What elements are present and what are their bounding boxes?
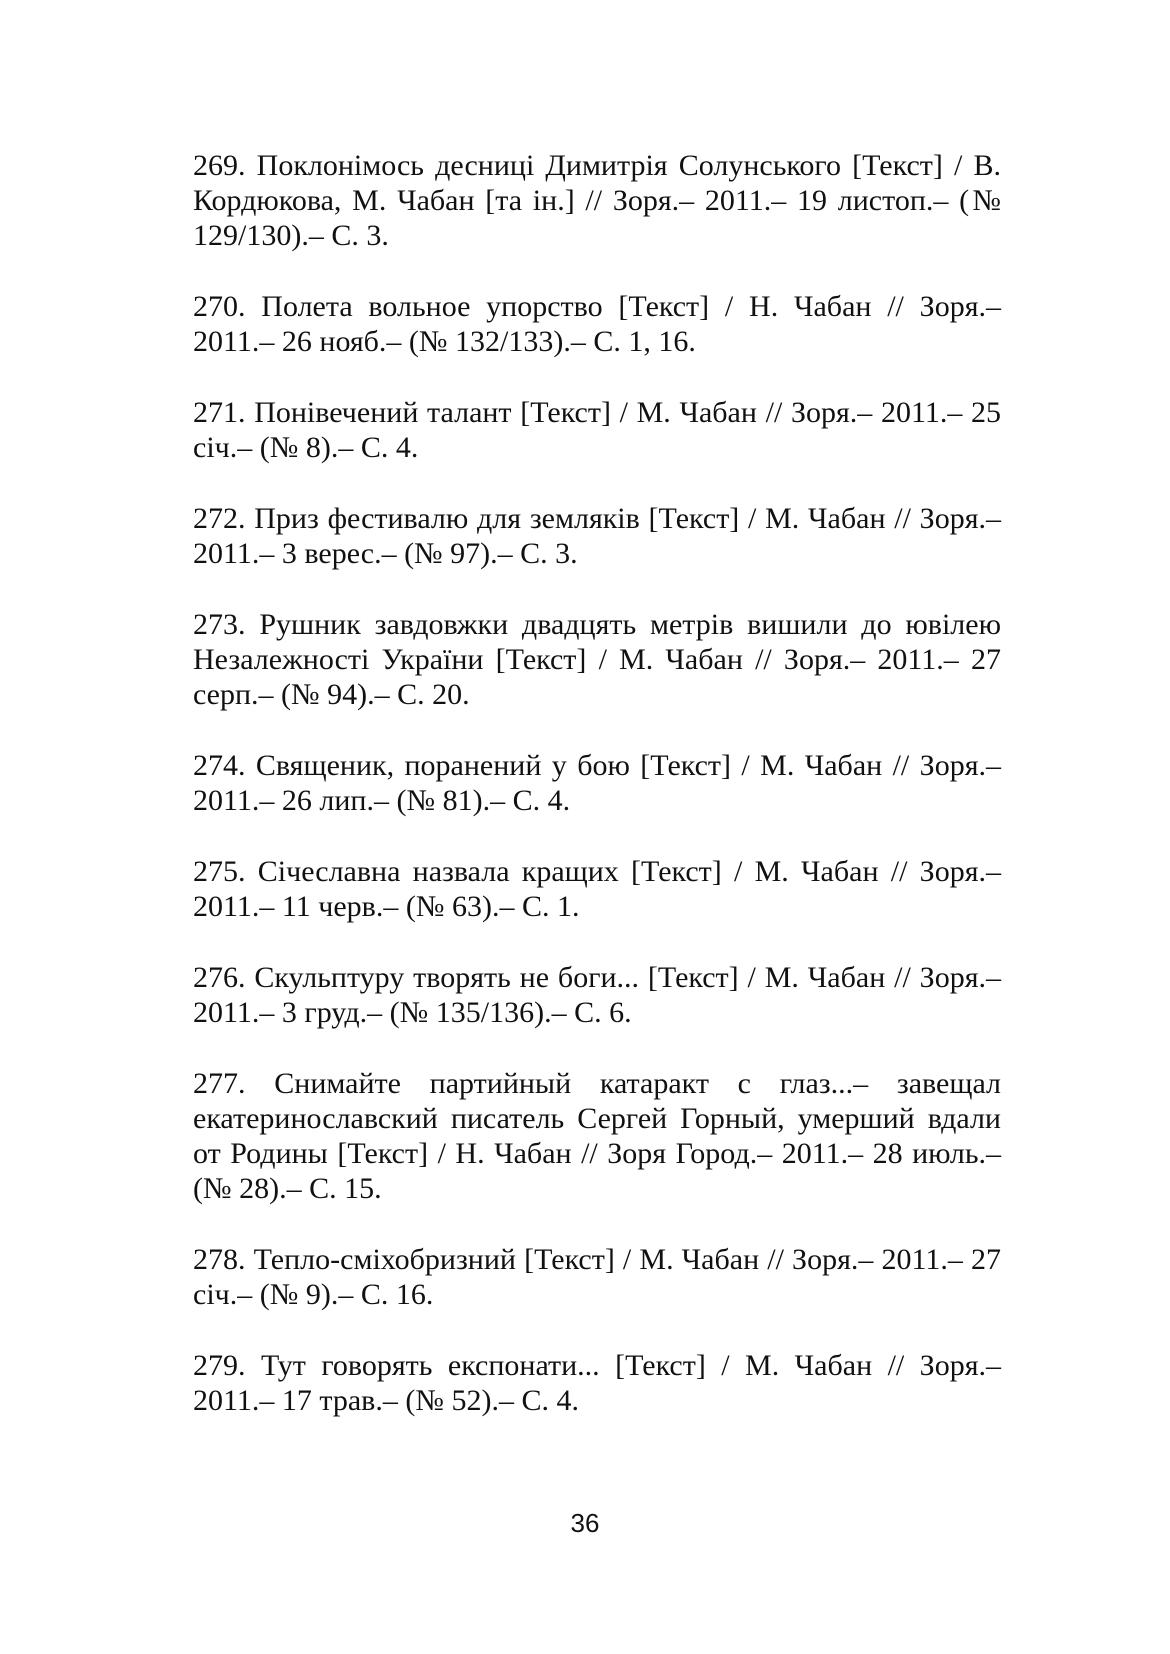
entry-text: Полета вольное упорство [Текст] / Н. Чабан // Зоря.– 2011.– 26 нояб.– (№ 132/133).– С. 1, 16.: [193, 290, 1002, 358]
bibliography-entry: [193, 501, 1001, 571]
entry-number: 276.: [193, 961, 246, 994]
entry-number: 279.: [193, 1349, 246, 1382]
entry-number: 278.: [193, 1243, 246, 1276]
bibliography-entry: [193, 1242, 1001, 1312]
bibliography-entry: [193, 395, 1001, 465]
bibliography-entry: [193, 1066, 1001, 1206]
entry-text: Тут говорять експонати... [Текст] / М. Чабан // Зоря.– 2011.– 17 трав.– (№ 52).– С. 4.: [193, 1349, 1002, 1417]
bibliography-entry: [193, 1348, 1001, 1418]
entry-number: 277.: [193, 1067, 246, 1100]
entry-text: Тепло-сміхобризний [Текст] / М. Чабан // Зоря.– 2011.– 27 січ.– (№ 9).– С. 16.: [193, 1243, 1001, 1311]
entry-number: 272.: [193, 502, 246, 535]
entry-text: Скульптуру творять не боги... [Текст] / М. Чабан // Зоря.– 2011.– 3 груд.– (№ 135/136).– С. 6.: [193, 961, 1002, 1029]
entry-text: Приз фестивалю для земляків [Текст] / М. Чабан // Зоря.– 2011.– 3 верес.– (№ 97).– С. 3.: [193, 502, 1001, 570]
entry-text: Священик, поранений у бою [Текст] / М. Чабан // Зоря.– 2011.– 26 лип.– (№ 81).– С. 4.: [193, 749, 1001, 817]
entry-number: 269.: [193, 149, 246, 182]
entry-text: Понівечений талант [Текст] / М. Чабан // Зоря.– 2011.– 25 січ.– (№ 8).– С. 4.: [193, 396, 1002, 464]
entry-number: 271.: [193, 396, 246, 429]
bibliography-entry: [193, 148, 1001, 253]
bibliography-entry: [193, 854, 1001, 924]
entry-text: Рушник завдовжки двадцять метрів вишили до ювілею Незалежності України [Текст] / М. Чабан // Зоря.– 2011.– 27 серп.– (№ 94).– С. 20.: [193, 608, 1002, 711]
bibliography-entry: [193, 960, 1001, 1030]
entry-number: 270.: [193, 290, 246, 323]
bibliography-entry: [193, 289, 1001, 359]
entry-number: 274.: [193, 749, 246, 782]
bibliography-entry: [193, 748, 1001, 818]
entry-text: Січеславна назвала кращих [Текст] / М. Чабан // Зоря.– 2011.– 11 черв.– (№ 63).– С. 1.: [193, 855, 1001, 923]
entry-number: 275.: [193, 855, 246, 888]
entry-number: 273.: [193, 608, 246, 641]
page-number: 36: [570, 1508, 600, 1538]
entry-text: Поклонімось десниці Димитрія Солунського [Текст] / В. Кордюкова, М. Чабан [та ін.] // Зоря.– 2011.– 19 листоп.– (№ 129/130).– С. 3.: [193, 149, 1002, 252]
bibliography-list: [193, 148, 1001, 1454]
bibliography-entry: [193, 607, 1001, 712]
entry-text: Снимайте партийный катаракт с глаз...– завещал екатеринославский писатель Сергей Горный, умерший вдали от Родины [Текст] / Н. Чабан // Зоря Город.– 2011.– 28 июль.– (№ 28).– С. 15.: [193, 1067, 1002, 1205]
